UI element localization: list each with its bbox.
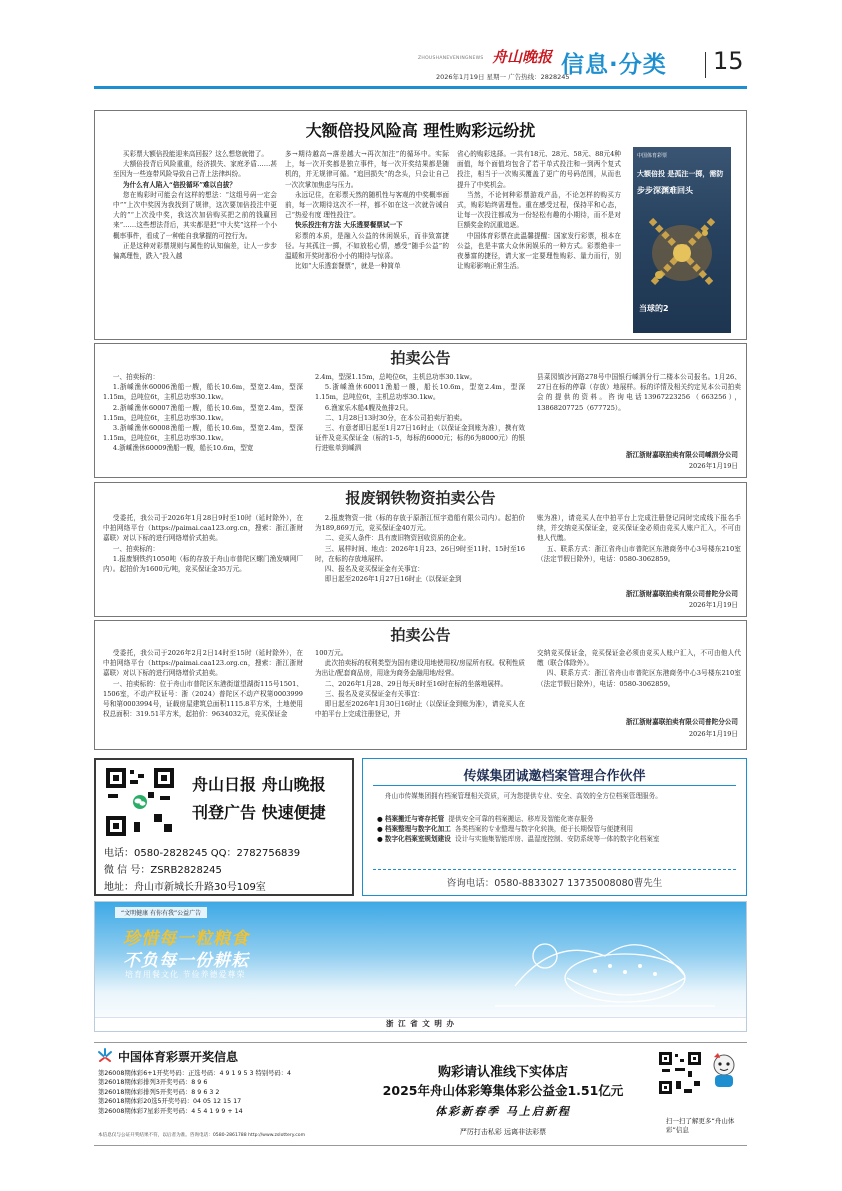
lottery-section [94, 1042, 747, 1146]
header-rule [94, 86, 747, 89]
ad-address: 地址：舟山市新城长升路30号109室 [104, 882, 266, 893]
auction-title: 报废钢铁物资拍卖公告 [345, 489, 496, 507]
page-number: 15 [713, 47, 744, 75]
auction-paragraph: 二、竞买人条件：具有废旧物资回收资质的企业。 [324, 534, 470, 543]
auction-company: 浙江浙财嘉联拍卖有限公司普陀分公司 [625, 718, 738, 726]
article-column-2 [285, 149, 449, 335]
auction-column-3 [537, 513, 741, 585]
poster-logo: 中国体育彩票 [637, 153, 668, 159]
lottery-section-title: 中国体育彩票开奖信息 [118, 1050, 239, 1064]
article-paragraph: 比如“大乐透套餐票”，就是一种简单 [294, 262, 401, 271]
service-desc: 设计与实施集智能库房、温湿度控制、安防系统等一体的数字化档案室 [455, 835, 660, 844]
article-column-1 [113, 149, 277, 335]
lottery-poster [633, 147, 731, 333]
auction-paragraph: 二、1月28日13时30分，在本公司拍卖厅拍卖。 [324, 413, 467, 422]
auction-paragraph: 县菜园镇沙河路278号中国银行嵊泗分行二楼本公司报名。1月26、27日在标的停靠（存放）地展样。标的详情及相关约定见本公司拍卖会的提供的资料。咨询电话13967223256（663256），13868207725（677725）。 [537, 373, 741, 412]
archive-contact: 咨询电话：0580-8833027 13735008080曹先生 [446, 878, 663, 889]
auction-paragraph: 一、拍卖标的： [112, 373, 160, 381]
ad-headline-2: 刊登广告 快速便捷 [192, 803, 326, 822]
public-ad-headline-1: 珍惜每一粒粮食 [123, 929, 249, 949]
lottery-footnote: 本信息仅与公证开奖结果不符，以后者为准。咨询电话：0580-2861788 http://www.zslottery.com [98, 1133, 306, 1138]
lottery-slogan: 体彩新春季 马上启新程 [435, 1105, 571, 1118]
public-ad-footer: 浙 江 省 文 明 办 [385, 1019, 456, 1028]
auction-notice-1 [94, 343, 747, 478]
paper-english-name: ZHOUSHANEVENINGNEWS [418, 56, 484, 61]
ad-phone: 电话：0580-2828245 QQ：2782756839 [104, 848, 301, 859]
lottery-warning: 严厉打击私彩 远离非法彩票 [459, 1128, 547, 1136]
auction-title: 拍卖公告 [390, 626, 451, 644]
service-name: 数字化档案室规划建设 [384, 835, 451, 844]
poster-chain-illustration [641, 205, 723, 295]
auction-date: 2026年1月19日 [688, 462, 738, 470]
auction-paragraph: 5.浙嵊渔休60011渔船一艘，船长10.6m，型宽2.4m，型深1.15m，总吨位6t，主机总功率30.1kw。 [315, 383, 525, 402]
lottery-mascot-icon [706, 1051, 742, 1091]
lottery-result-row: 第26008期体彩7星彩开奖号码：4 5 4 1 9 9 + 14 [98, 1107, 243, 1115]
public-ad-top-banner: “文明健康 有你有我”公益广告 [115, 907, 207, 918]
lottery-result-row: 第26018期体彩20选5开奖号码：04 05 12 15 17 [98, 1098, 242, 1106]
lottery-result-row: 第26018期体彩排列3开奖号码：8 9 6 [98, 1079, 208, 1087]
auction-column-1 [103, 372, 303, 476]
article-paragraph: 正是这种对彩票规则与属性的认知偏差，让人一步步偏离理性，跌入“投入越 [113, 241, 277, 261]
service-desc: 各类档案的专业整理与数字化转换，便于长期保管与便捷利用 [455, 825, 634, 834]
auction-paragraph: 6.渔家乐木船4艘及鱼排2只。 [324, 403, 413, 412]
lottery-article-box [94, 110, 747, 340]
public-ad-headline-2: 不负每一份耕耘 [123, 951, 249, 971]
bullet-icon: ● [377, 835, 383, 844]
auction-company: 浙江浙财嘉联拍卖有限公司普陀分公司 [625, 590, 738, 598]
auction-paragraph: 即日起至2026年1月30日16时止（以保证金到账为准），请竞买人在中拍平台上完成注册登记，并 [315, 700, 525, 719]
qr-code-icon [104, 766, 176, 838]
lottery-logo-icon [96, 1047, 114, 1065]
auction-paragraph: 二、2026年1月28、29日每天8时至16时在标的坐落地展样。 [324, 679, 508, 688]
lottery-headline-2: 2025年舟山体彩筹集体彩公益金1.51亿元 [382, 1083, 624, 1098]
auction-date: 2026年1月19日 [688, 601, 738, 609]
archive-service-item [377, 824, 737, 834]
lottery-results [98, 1069, 358, 1116]
archive-ad-title: 传媒集团诚邀档案管理合作伙伴 [463, 769, 646, 784]
auction-company: 浙江浙财嘉联拍卖有限公司嵊泗分公司 [625, 451, 738, 459]
lottery-headline-1: 购彩请认准线下实体店 [437, 1065, 568, 1080]
auction-paragraph: 此次拍卖标的权利类型为国有建设用地使用权/房屋所有权。权利性质为出让/配套商品房，用途为商务金融用地/经营。 [315, 659, 525, 678]
archive-service-list [377, 814, 737, 845]
auction-paragraph: 三、展样时间、地点：2026年1月23、26日9时至11时、15时至16时，在标的存放地展样。 [315, 544, 525, 563]
auction-column-1 [103, 648, 303, 748]
auction-paragraph: 四、报名及竞买保证金有关事宜： [324, 565, 424, 574]
auction-column-2 [315, 372, 525, 476]
auction-paragraph: 四、联系方式：浙江省舟山市普陀区东港商务中心3号楼东210室（法定节假日除外），电话：0580-3062859。 [537, 669, 741, 688]
article-paragraph: 彩票的本质，是融入公益的休闲娱乐，而非致富捷径。与其孤注一掷，不如放松心情，感受“随手公益”的温暖和开奖时那份小小的期待与惊喜。 [285, 231, 449, 261]
auction-notice-2 [94, 482, 747, 617]
auction-paragraph: 受委托，我公司于2026年2月2日14时至15时（延时除外），在中拍网络平台（https://paimai.caa123.org.cn，搜索：浙江浙财嘉联）对以下标的进行网络增价式拍卖。 [103, 649, 303, 678]
auction-column-2 [315, 513, 525, 613]
auction-paragraph: 即日起至2026年1月27日16时止（以保证金到 [324, 575, 462, 584]
header-date-line: 2026年1月19日 星期一 广告热线：2828245 [436, 73, 570, 81]
archive-service-item [377, 814, 737, 824]
article-title: 大额倍投风险高 理性购彩远纷扰 [305, 121, 536, 140]
article-subheading: 为什么有人陷入“倍投循环”难以自拔？ [122, 180, 236, 189]
auction-paragraph: 4.浙嵊渔休60009渔船一艘，船长10.6m，型宽 [112, 444, 254, 453]
auction-paragraph: 三、有意者即日起至1月27日16时止（以保证金到账为准），携有效证件及竞买保证金（标的1-5，每标的6000元；标的6为8000元）的银行进账单到嵊泗 [315, 424, 525, 453]
ad-wechat: 微 信 号：ZSRB2828245 [104, 865, 222, 876]
auction-column-3 [537, 648, 741, 720]
article-paragraph: 中国体育彩票在此温馨提醒：国家发行彩票，根本在公益，也是丰富大众休闲娱乐的一种方式。彩票绝非一夜暴富的捷径，请大家一定要理性购彩、量力而行，别让购彩影响正常生活。 [457, 231, 621, 271]
section-title: 信息·分类 [561, 52, 667, 78]
poster-headline-2: 步步深渊难回头 [637, 186, 693, 195]
lottery-qr-code-icon [658, 1051, 702, 1095]
auction-paragraph: 100万元。 [315, 649, 348, 657]
auction-column-2 [315, 648, 525, 748]
auction-paragraph: 三、报名及竞买保证金有关事宜： [324, 689, 424, 698]
service-name: 档案搬迁与寄存托管 [384, 815, 445, 823]
auction-paragraph: 3.浙嵊渔休60008渔船一艘，船长10.6m，型宽2.4m，型深1.15m，总吨位6t，主机总功率30.1kw。 [103, 424, 303, 443]
auction-paragraph: 受委托，我公司于2026年1月28日9时至10时（延时除外），在中拍网络平台（https://paimai.caa123.org.cn，搜索：浙江浙财嘉联）对以下标的进行网络增价式拍卖。 [103, 514, 303, 543]
paper-logo: 舟山晚报 [492, 48, 553, 66]
auction-paragraph: 2.4m，型深1.15m，总吨位6t，主机总功率30.1kw。 [315, 373, 477, 381]
lottery-result-row: 第26008期体彩6+1开奖号码：正选号码：4 9 1 9 5 3 特别号码：4 [98, 1070, 292, 1077]
article-paragraph: 您在购彩时可能会有这样的想法：“这组号码一定会中”“上次中奖因为我找到了规律，这次要加倍投注中更大的”“上次没中奖，我这次加倍购买把之前的钱赢回来”……这些想法背后，其实都是把“中大奖”这样一个小概率事件，看成了一种能自我掌握的可控行为。 [113, 190, 277, 240]
article-paragraph: 买彩票大额倍投能迎来高回报？这么想您就错了。 [122, 150, 268, 158]
archive-service-item [377, 834, 737, 844]
header-divider [705, 52, 706, 78]
ad-headline-1: 舟山日报 舟山晚报 [192, 775, 326, 794]
archive-ad-title-rule [373, 785, 736, 786]
article-paragraph: 永远记住，在彩票天然的随机性与客观的中奖概率面前，每一次期待这次不一样，都不如在这一次就告诫自己“热爱有度 理性投注”。 [285, 190, 449, 220]
auction-paragraph: 一、拍卖标的：位于舟山市普陀区东港街道望湖街115号1501、1506室，不动产权证号：浙（2024）普陀区不动产权第0003999号和第0003994号，证载房屋建筑总面积1115.8平方米，土地使用权总面积：319.51平方米，起拍价：9634032元，竞买保证金 [103, 679, 303, 719]
archive-ad-intro: 舟山市传媒集团拥有档案管理相关资质，可为您提供专业、安全、高效的全方位档案管理服务。 [384, 792, 662, 800]
article-column-3 [457, 149, 621, 335]
bullet-icon: ● [377, 825, 383, 834]
article-subheading: 快乐投注有方法 大乐透要餐票试一下 [294, 221, 403, 230]
auction-paragraph: 2.浙嵊渔休60007渔船一艘，船长10.6m，型宽2.4m，型深1.15m，总吨位6t，主机总功率30.1kw。 [103, 403, 303, 422]
poster-headline: 大额倍投 是孤注一掷，需防 [637, 170, 724, 178]
bullet-icon: ● [377, 815, 383, 823]
auction-paragraph: 账为准），请竞买人在中拍平台上完成注册登记同时完成线下报名手续，并交纳竞买保证金，竞买保证金必须由竞买人账户汇入，不可由他人代缴。 [537, 514, 741, 543]
public-service-ad [94, 901, 747, 1032]
auction-column-3 [537, 372, 741, 434]
lottery-qr-caption: 扫一扫了解更多“舟山体彩”信息 [666, 1117, 735, 1134]
auction-paragraph: 交纳竞买保证金，竞买保证金必须由竞买人账户汇入，不可由他人代缴（联合体除外）。 [537, 649, 741, 668]
article-paragraph: 当然，不论何种彩票游戏产品，不论怎样的购买方式，购彩始终需理性。重在感受过程，保持平和心态，让每一次投注都成为一份轻松有趣的小期待，而不是对巨额奖金的沉重追逐。 [457, 190, 621, 230]
auction-paragraph: 五、联系方式：浙江省舟山市普陀区东港商务中心3号楼东210室（法定节假日除外），电话：0580-3062859。 [537, 544, 741, 563]
archive-ad-box [362, 758, 747, 896]
poster-badge: 当球的2 [639, 304, 669, 313]
rice-bowl-illustration [475, 916, 735, 1016]
article-paragraph: 多→期待越高→落差越大→再次加注”的循环中。实际上，每一次开奖都是独立事件，每一次开奖结果都是随机的，并无规律可循。“追回损失”的念头，只会让自己一次次掌加焦虑与压力。 [285, 150, 449, 189]
auction-title: 拍卖公告 [390, 349, 451, 367]
auction-date: 2026年1月19日 [688, 730, 738, 738]
public-ad-subline: 培育用餐文化 节俭养德爱尊荣 [125, 970, 246, 979]
lottery-result-row: 第26018期体彩排列5开奖号码：8 9 6 3 2 [98, 1088, 220, 1096]
auction-paragraph: 2.报废物资一批（标的存放于原浙江恒宇造船有限公司内）。起拍价为189,869万元，竞买保证金40万元。 [315, 514, 525, 533]
auction-paragraph: 一、拍卖标的： [112, 544, 160, 553]
auction-paragraph: 1.浙嵊渔休60006渔船一艘，船长10.6m，型宽2.4m，型深1.15m，总吨位6t，主机总功率30.1kw。 [103, 383, 303, 402]
auction-paragraph: 1.报废钢铁约1050吨（标的存放于舟山市普陀区螺门渔发嘀网厂内）。起拍价为1600元/吨，竞买保证金35万元。 [103, 554, 303, 574]
newspaper-ad-box [94, 758, 354, 896]
service-name: 档案整理与数字化加工 [384, 825, 451, 834]
auction-notice-3 [94, 620, 747, 750]
service-desc: 提供安全可靠的档案搬运、移库及智能化寄存服务 [448, 815, 594, 823]
article-paragraph: 大额倍投背后风险重重，经济损失、家庭矛盾……甚至因为一些连带风险导致自己背上法律纠纷。 [113, 160, 277, 179]
auction-column-1 [103, 513, 303, 613]
article-paragraph: 省心的购彩选择。一共有18元、28元、58元、88元4种面值，每个面值均包含了若干单式投注和一到两个复式投注，相当于一次购买覆盖了更广的号码范围，从而也提升了中奖机会。 [457, 150, 621, 189]
